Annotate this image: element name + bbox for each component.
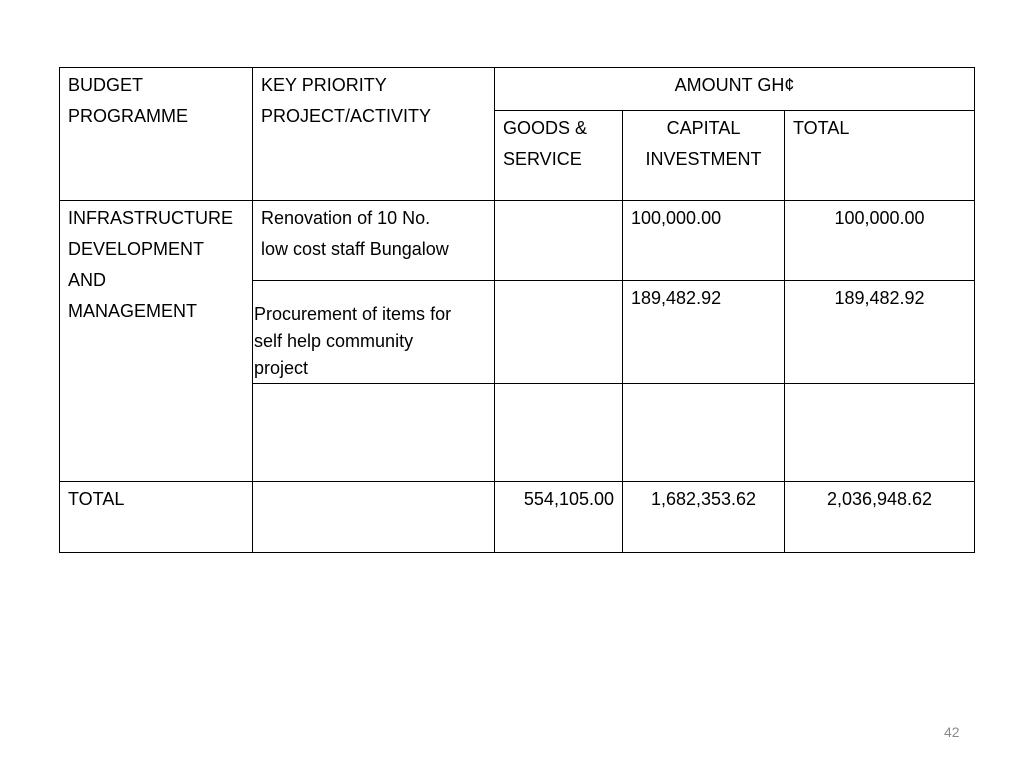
total-row	[60, 482, 975, 553]
total-row-goods-service: 554,105.00	[495, 482, 623, 553]
header-row-1	[60, 68, 975, 111]
table-row	[60, 201, 975, 281]
budget-table	[59, 67, 975, 553]
programme-cell: INFRASTRUCTURE DEVELOPMENT AND MANAGEMENT	[60, 201, 253, 482]
header-capital-investment: CAPITAL INVESTMENT	[623, 111, 785, 201]
goods-service-cell	[495, 201, 623, 281]
total-cell	[785, 384, 975, 482]
header-total: TOTAL	[785, 111, 975, 201]
capital-cell: 100,000.00	[623, 201, 785, 281]
capital-cell: 189,482.92	[623, 281, 785, 384]
total-row-activity	[253, 482, 495, 553]
header-goods-service: GOODS & SERVICE	[495, 111, 623, 201]
goods-service-cell	[495, 281, 623, 384]
capital-cell	[623, 384, 785, 482]
page-number: 42	[944, 724, 960, 740]
header-key-priority: KEY PRIORITY PROJECT/ACTIVITY	[253, 68, 495, 201]
total-cell: 189,482.92	[785, 281, 975, 384]
activity-cell	[253, 384, 495, 482]
activity-cell: Procurement of items for self help community project	[253, 281, 495, 384]
total-row-total: 2,036,948.62	[785, 482, 975, 553]
header-amount: AMOUNT GH¢	[495, 68, 975, 111]
goods-service-cell	[495, 384, 623, 482]
total-row-label: TOTAL	[60, 482, 253, 553]
total-row-capital: 1,682,353.62	[623, 482, 785, 553]
activity-cell: Renovation of 10 No. low cost staff Bungalow	[253, 201, 495, 281]
total-cell: 100,000.00	[785, 201, 975, 281]
header-budget-programme: BUDGET PROGRAMME	[60, 68, 253, 201]
